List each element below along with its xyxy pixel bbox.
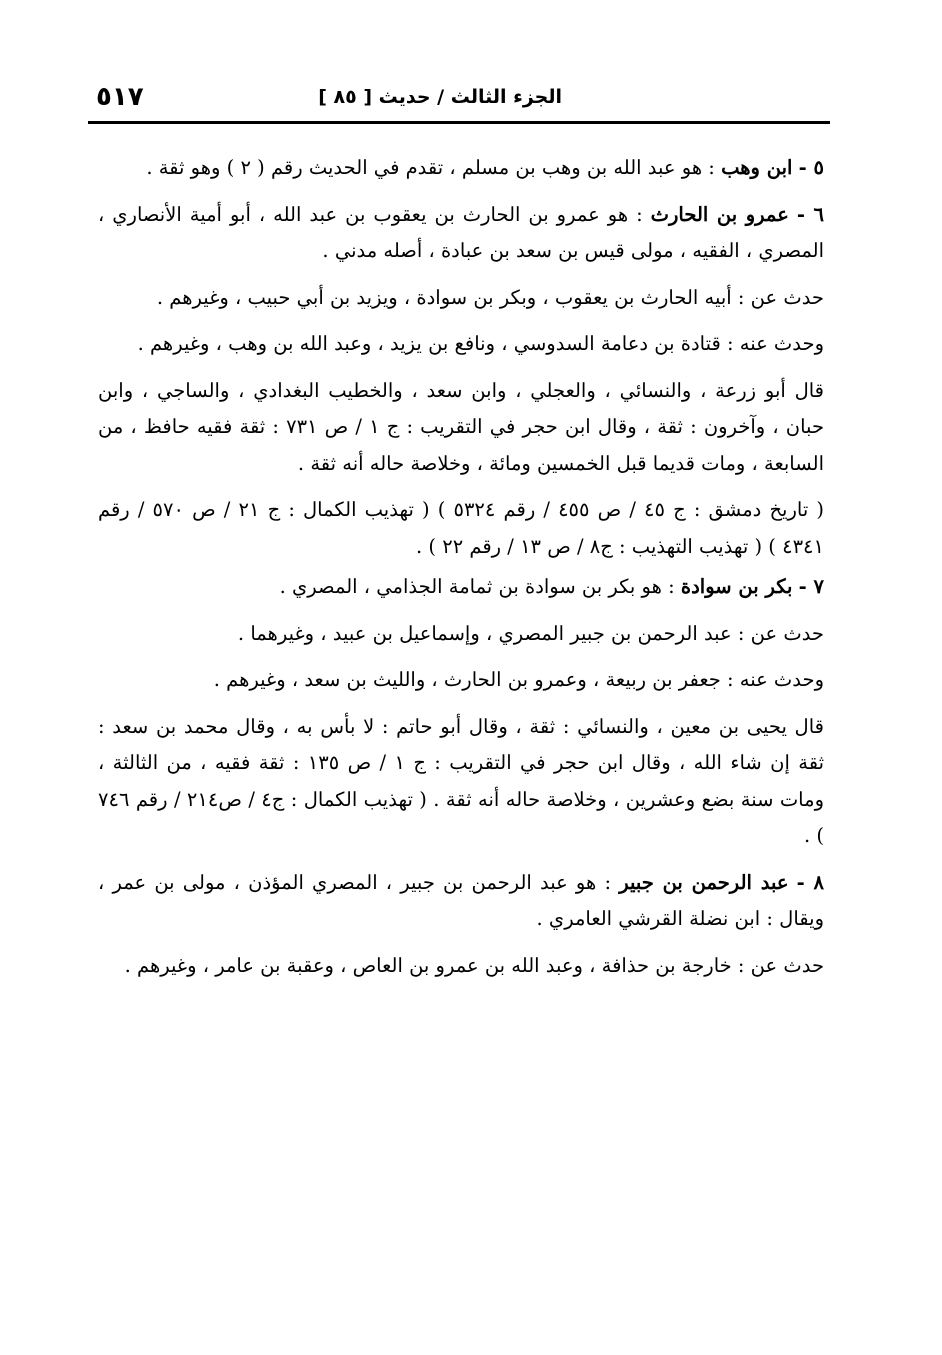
entry-text: : هو عمرو بن الحارث بن يعقوب بن عبد الله ، أبو أمية الأنصاري ، المصري ، الفقيه ، مولى قيس بن سعد بن عبادة ، أصله مدني . [98, 202, 824, 262]
narrator-name: بكر بن سوادة [680, 575, 793, 598]
entry-6-students: وحدث عنه : قتادة بن دعامة السدوسي ، ونافع بن يزيد ، وعبد الله بن وهب ، وغيرهم . [137, 332, 824, 355]
entry-number: ٥ - [798, 156, 824, 179]
entry-number: ٨ - [796, 870, 825, 894]
narrator-name: عبد الرحمن بن جبير [619, 870, 789, 894]
page-number: ٥١٧ [96, 82, 144, 112]
entry-8-teachers: حدث عن : خارجة بن حذافة ، وعبد الله بن عمرو بن العاص ، وعقبة بن عامر ، وغيرهم . [124, 953, 824, 977]
entry-number: ٦ - [796, 202, 824, 226]
header-title: الجزء الثالث / حديث [ ٨٥ ] [318, 86, 562, 108]
narrator-name: ابن وهب [721, 156, 793, 179]
entry-6-intro [98, 197, 824, 270]
entry-7-grading: قال يحيى بن معين ، والنسائي : ثقة ، وقال أبو حاتم : لا بأس به ، وقال محمد بن سعد : ثقة إن شاء الله ، وقال ابن حجر في التقريب : ج ١ / ص ١٣٥ : ثقة فقيه ، من الثالثة ، ومات سنة بضع وعشرين ، وخلاصة حاله أنه ثقة . ( تهذيب الكمال : ج٤ / ص٢١٤ / رقم ٧٤٦ ) . [98, 714, 824, 847]
entry-number: ٧ - [798, 575, 824, 598]
header-rule [88, 121, 830, 124]
entry-7-teachers: حدث عن : عبد الرحمن بن جبير المصري ، وإسماعيل بن عبيد ، وغيرهما . [237, 621, 824, 645]
entry-8-intro [98, 865, 824, 938]
entry-5-intro [98, 150, 824, 187]
entry-6-teachers: حدث عن : أبيه الحارث بن يعقوب ، وبكر بن سوادة ، ويزيد بن أبي حبيب ، وغيرهم . [156, 285, 824, 309]
entry-6-references: ( تاريخ دمشق : ج ٤٥ / ص ٤٥٥ / رقم ٥٣٢٤ ) ( تهذيب الكمال : ج ٢١ / ص ٥٧٠ / رقم ٤٣٤١ ) ( تهذيب التهذيب : ج٨ / ص ١٣ / رقم ٢٢ ) . [98, 498, 824, 558]
entry-7-intro [98, 569, 824, 606]
entry-text: : هو عبد الرحمن بن جبير ، المصري المؤذن ، مولى بن عمر ، ويقال : ابن نضلة القرشي العامري . [98, 870, 824, 930]
narrator-name: عمرو بن الحارث [650, 202, 789, 226]
running-header [88, 84, 830, 120]
entry-text: : هو عبد الله بن وهب بن مسلم ، تقدم في الحديث رقم ( ٢ ) وهو ثقة . [146, 156, 715, 179]
entry-7-students: وحدث عنه : جعفر بن ربيعة ، وعمرو بن الحارث ، والليث بن سعد ، وغيرهم . [213, 668, 824, 691]
entry-6-grading: قال أبو زرعة ، والنسائي ، والعجلي ، وابن سعد ، والخطيب البغدادي ، والساجي ، وابن حبان ، وآخرون : ثقة ، وقال ابن حجر في التقريب : ج ١ / ص ٧٣١ : ثقة فقيه حافظ ، من السابعة ، ومات قديما قبل الخمسين ومائة ، وخلاصة حاله أنه ثقة . [98, 378, 824, 475]
page-body [98, 150, 824, 994]
entry-text: : هو بكر بن سوادة بن ثمامة الجذامي ، المصري . [279, 575, 675, 598]
